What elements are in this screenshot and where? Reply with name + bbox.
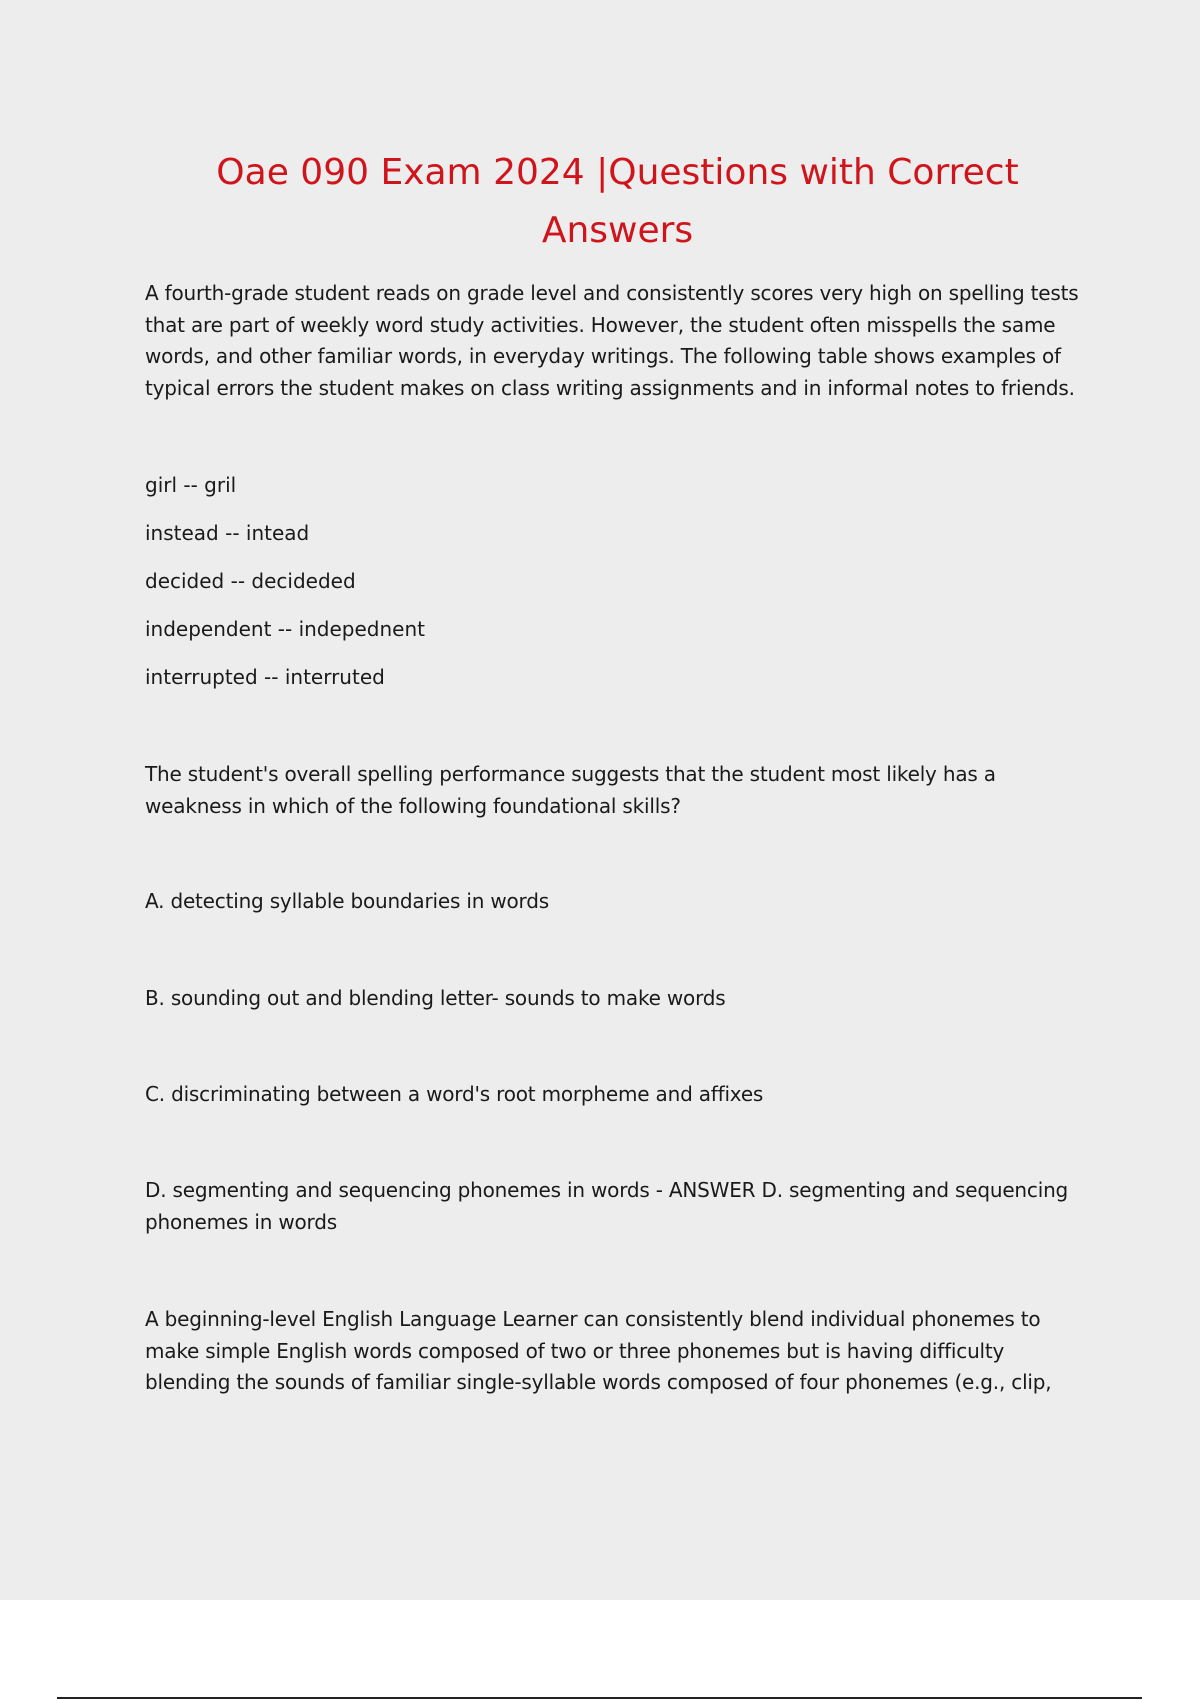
option-c: C. discriminating between a word's root morpheme and affixes (145, 1082, 764, 1106)
option-d-with-answer: D. segmenting and sequencing phonemes in words - ANSWER D. segmenting and sequencing phonemes in words (145, 1178, 1069, 1234)
next-question-text: A beginning-level English Language Learner can consistently blend individual phonemes to make simple English words composed of two or three phonemes but is having difficulty blending the sounds of familiar single-syllable words composed of four phonemes (e.g., clip, (145, 1307, 1052, 1394)
word-pair-item: girl -- gril (145, 473, 237, 497)
option-b: B. sounding out and blending letter- sounds to make words (145, 986, 726, 1010)
word-pair-item: interrupted -- interruted (145, 665, 385, 689)
question-text: The student's overall spelling performance suggests that the student most likely has a weakness in which of the following foundational skills? (145, 762, 996, 818)
option-a: A. detecting syllable boundaries in words (145, 889, 549, 913)
word-pair-item: decided -- decideded (145, 569, 356, 593)
word-pairs-list (145, 470, 425, 710)
intro-paragraph: A fourth-grade student reads on grade level and consistently scores very high on spelling tests that are part of weekly word study activities. However, the student often misspells the same words, and other familiar words, in everyday writings. The following table shows examples of typical errors the student makes on class writing assignments and in informal notes to friends. (145, 281, 1079, 400)
word-pair-item: instead -- intead (145, 521, 310, 545)
footer-divider (57, 1697, 1142, 1699)
document-title: Oae 090 Exam 2024 |Questions with Correct Answers (216, 152, 1019, 251)
word-pair-item: independent -- indepednent (145, 617, 425, 641)
